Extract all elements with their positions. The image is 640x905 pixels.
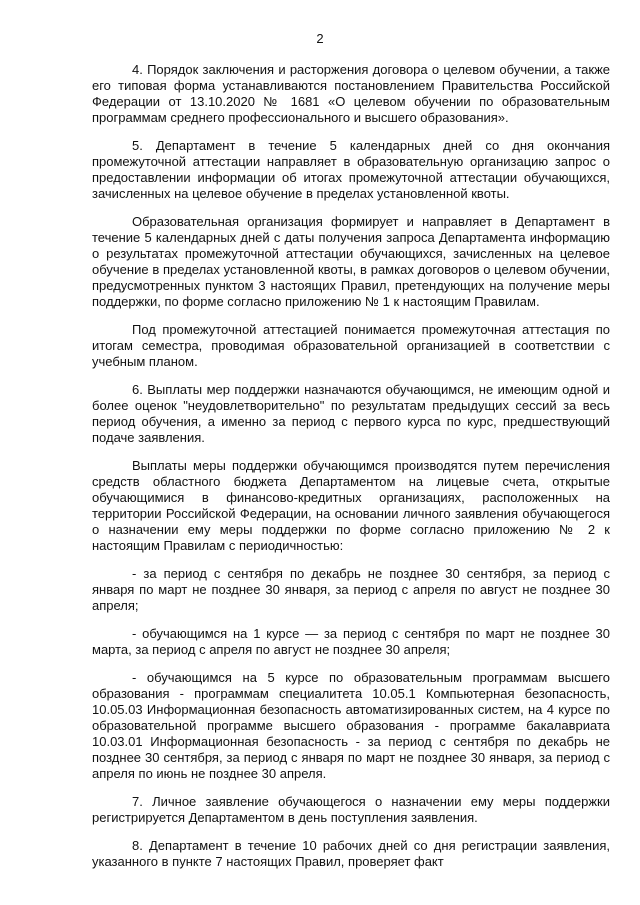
paragraph-8-verification: 8. Департамент в течение 10 рабочих дней со дня регистрации заявления, указанного в пункте 7 настоящих Правил, проверяет факт <box>92 838 610 869</box>
page-number: 2 <box>316 31 324 46</box>
list-item-period-final-courses: - обучающимся на 5 курсе по образовательным программам высшего образования - программам специалитета 10.05.1 Компьютерная безопасность, 10.05.03 Информационная безопасность автоматизированных систем, на 4 курсе по образовательной программе высшего образования - программе бакалавриата 10.03.01 Информационная безопасность - за период с сентября по декабрь не позднее 30 сентября, за период с января по март не позднее 30 января, за период с апреля по июнь не позднее 30 апреля. <box>92 670 610 781</box>
paragraph-6-payment-eligibility: 6. Выплаты мер поддержки назначаются обучающимся, не имеющим одной и более оценок "неудовлетворительно" по результатам предыдущих сессий за весь период обучения, а именно за период с первого курса по курс, предшествующий подаче заявления. <box>92 382 610 445</box>
list-item-period-general: - за период с сентября по декабрь не позднее 30 сентября, за период с января по март не позднее 30 января, за период с апреля по август не позднее 30 апреля; <box>92 566 610 613</box>
paragraph-5-department-request: 5. Департамент в течение 5 календарных дней со дня окончания промежуточной аттестации направляет в образовательную организацию запрос о предоставлении информации об итогах промежуточной аттестации обучающихся, зачисленных на целевое обучение в пределах установленной квоты. <box>92 138 610 201</box>
list-item-period-first-course: - обучающимся на 1 курсе — за период с сентября по март не позднее 30 марта, за период с апреля по август не позднее 30 апреля; <box>92 626 610 657</box>
paragraph-organization-response: Образовательная организация формирует и направляет в Департамент в течение 5 календарных дней с даты получения запроса Департамента информацию о результатах промежуточной аттестации обучающихся, зачисленных на целевое обучение в пределах установленной квоты, в рамках договоров о целевом обучении, предусмотренных пунктом 3 настоящих Правил, претендующих на получение меры поддержки, по форме согласно приложению № 1 к настоящим Правилам. <box>92 214 610 309</box>
document-body <box>92 62 610 870</box>
paragraph-4-contract-procedure: 4. Порядок заключения и расторжения договора о целевом обучении, а также его типовая форма устанавливаются постановлением Правительства Российской Федерации от 13.10.2020 № 1681 «О целевом обучении по образовательным программам среднего профессионального и высшего образования». <box>92 62 610 125</box>
paragraph-attestation-definition: Под промежуточной аттестацией понимается промежуточная аттестация по итогам семестра, проводимая образовательной организацией в соответствии с учебным планом. <box>92 322 610 369</box>
paragraph-payment-method: Выплаты меры поддержки обучающимся производятся путем перечисления средств областного бюджета Департаментом на лицевые счета, открытые обучающимися в финансово-кредитных организациях, расположенных на территории Российской Федерации, на основании личного заявления обучающегося о назначении ему меры поддержки по форме согласно приложению № 2 к настоящим Правилам с периодичностью: <box>92 458 610 553</box>
paragraph-7-application-registration: 7. Личное заявление обучающегося о назначении ему меры поддержки регистрируется Департаментом в день поступления заявления. <box>92 794 610 825</box>
